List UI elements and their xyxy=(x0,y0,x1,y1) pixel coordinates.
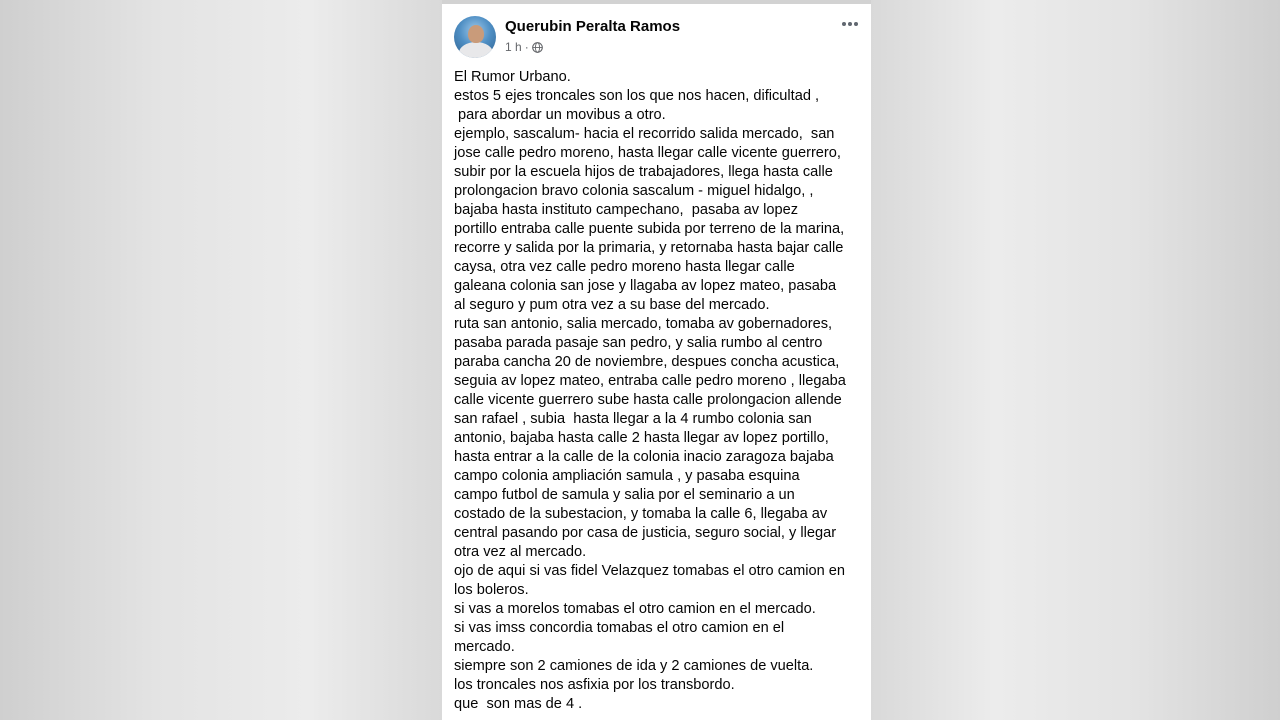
blurred-background-right xyxy=(871,0,1280,720)
post-text-line: ruta san antonio, salia mercado, tomaba av gobernadores, xyxy=(454,316,833,332)
post-text-line: siempre son 2 camiones de ida y 2 camiones de vuelta. xyxy=(454,658,814,674)
more-options-icon-dot xyxy=(848,22,852,26)
globe-icon[interactable] xyxy=(532,42,543,53)
post-text-line: si vas imss concordia tomabas el otro camion en el xyxy=(454,620,785,636)
post-text-line: caysa, otra vez calle pedro moreno hasta llegar calle xyxy=(454,259,795,275)
post-text-line: seguia av lopez mateo, entraba calle pedro moreno , llegaba xyxy=(454,373,846,389)
post-text-line: prolongacion bravo colonia sascalum - miguel hidalgo, , xyxy=(454,183,814,199)
post-text-line: otra vez al mercado. xyxy=(454,544,587,560)
post-text-line: san rafael , subia hasta llegar a la 4 rumbo colonia san xyxy=(454,411,812,427)
author-avatar[interactable] xyxy=(454,16,496,58)
avatar-face xyxy=(468,25,484,43)
post-text-line: si vas a morelos tomabas el otro camion en el mercado. xyxy=(454,601,816,617)
more-options-button[interactable] xyxy=(838,14,862,34)
more-options-icon xyxy=(842,22,846,26)
post-text-line: campo futbol de samula y salia por el seminario a un xyxy=(454,487,795,503)
post-text-line: campo colonia ampliación samula , y pasaba esquina xyxy=(454,468,800,484)
post-text-line: costado de la subestacion, y tomaba la calle 6, llegaba av xyxy=(454,506,828,522)
post-text-line: El Rumor Urbano. xyxy=(454,69,571,85)
post-text-line: los troncales nos asfixia por los transbordo. xyxy=(454,677,735,693)
post-text-line: central pasando por casa de justicia, seguro social, y llegar xyxy=(454,525,837,541)
post-text-line: portillo entraba calle puente subida por terreno de la marina, xyxy=(454,221,845,237)
post-text xyxy=(454,68,864,714)
post-text-line: los boleros. xyxy=(454,582,529,598)
post-text-line: calle vicente guerrero sube hasta calle prolongacion allende xyxy=(454,392,842,408)
post-text-line: galeana colonia san jose y llagaba av lopez mateo, pasaba xyxy=(454,278,837,294)
post-text-line: recorre y salida por la primaria, y retornaba hasta bajar calle xyxy=(454,240,844,256)
post-text-line: estos 5 ejes troncales son los que nos hacen, dificultad , xyxy=(454,88,820,104)
meta-separator: · xyxy=(524,40,529,54)
post-text-line: paraba cancha 20 de noviembre, despues concha acustica, xyxy=(454,354,840,370)
post-text-line: que son mas de 4 . xyxy=(454,696,583,712)
avatar-shoulders xyxy=(459,42,493,58)
facebook-post-card xyxy=(442,4,871,720)
blurred-background-left xyxy=(0,0,442,720)
post-text-line: para abordar un movibus a otro. xyxy=(454,107,666,123)
post-text-line: mercado. xyxy=(454,639,515,655)
post-text-line: al seguro y pum otra vez a su base del mercado. xyxy=(454,297,770,313)
post-text-line: subir por la escuela hijos de trabajadores, llega hasta calle xyxy=(454,164,833,180)
post-text-line: pasaba parada pasaje san pedro, y salia rumbo al centro xyxy=(454,335,823,351)
post-text-line: ejemplo, sascalum- hacia el recorrido salida mercado, san xyxy=(454,126,835,142)
post-text-line: jose calle pedro moreno, hasta llegar calle vicente guerrero, xyxy=(454,145,841,161)
post-meta xyxy=(505,40,543,54)
post-text-line: bajaba hasta instituto campechano, pasaba av lopez xyxy=(454,202,799,218)
post-text-line: ojo de aqui si vas fidel Velazquez tomabas el otro camion en xyxy=(454,563,846,579)
author-name[interactable]: Querubin Peralta Ramos xyxy=(505,18,681,35)
post-text-line: antonio, bajaba hasta calle 2 hasta llegar av lopez portillo, xyxy=(454,430,829,446)
more-options-icon-dot xyxy=(854,22,858,26)
post-time[interactable]: 1 h xyxy=(505,40,522,54)
post-text-line: hasta entrar a la calle de la colonia inacio zaragoza bajaba xyxy=(454,449,834,465)
